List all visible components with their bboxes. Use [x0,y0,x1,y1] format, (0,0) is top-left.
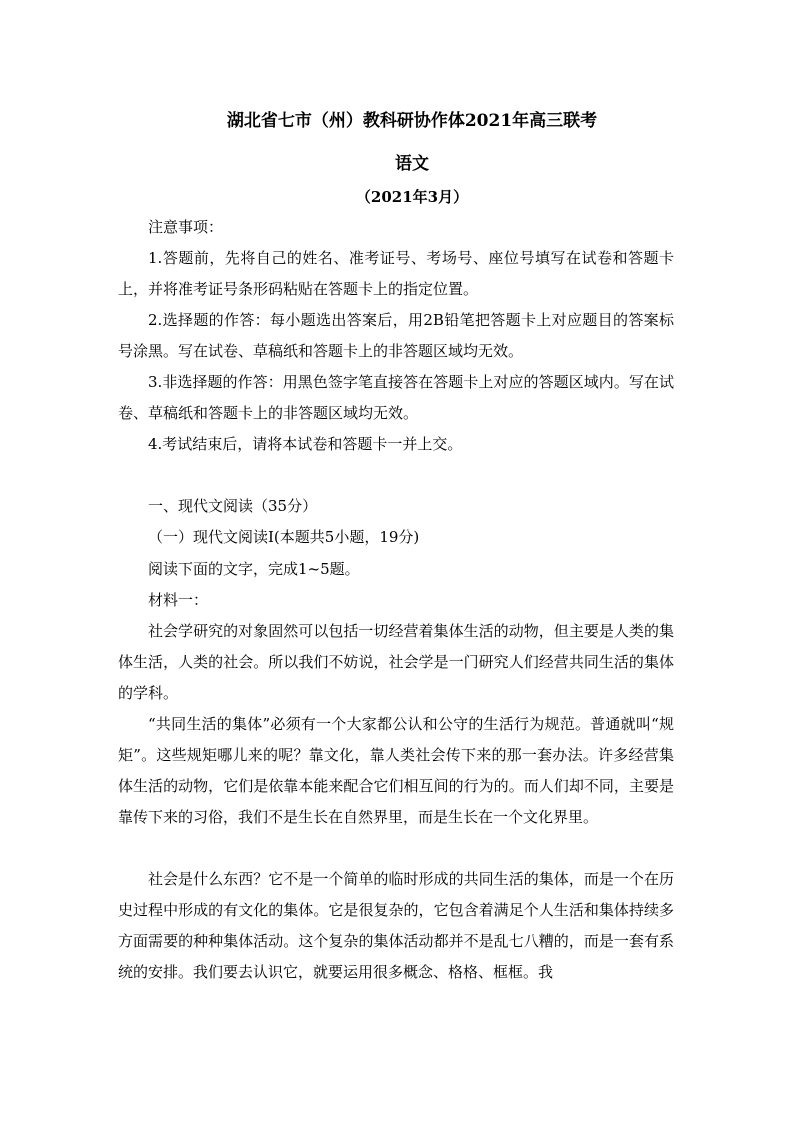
notice-item-1: 1.答题前，先将自己的姓名、准考证号、考场号、座位号填写在试卷和答题卡上，并将准考证号条形码粘贴在答题卡上的指定位置。 [118,249,674,298]
exam-subject: 语文 [395,154,429,174]
exam-date: （2021年3月） [355,188,469,206]
paragraph-1: 社会学研究的对象固然可以包括一切经营着集体生活的动物，但主要是人类的集体生活，人类的社会。所以我们不妨说，社会学是一门研究人们经营共同生活的集体的学科。 [118,622,674,702]
notice-item-2: 2.选择题的作答：每小题选出答案后，用2B铅笔把答题卡上对应题目的答案标号涂黑。写在试卷、草稿纸和答题卡上的非答题区域均无效。 [118,311,674,360]
notice-item-4: 4.考试结束后，请将本试卷和答题卡一并上交。 [148,435,463,453]
section-subheading: （一）现代文阅读Ⅰ(本题共5小题，19分) [148,528,420,546]
notice-item-3: 3.非选择题的作答：用黑色签字笔直接答在答题卡上对应的答题区域内。写在试卷、草稿纸和答题卡上的非答题区域均无效。 [118,373,674,422]
paragraph-3: 社会是什么东西？它不是一个简单的临时形成的共同生活的集体，而是一个在历史过程中形成的有文化的集体。它是很复杂的，它包含着满足个人生活和集体持续多方面需要的种种集体活动。这个复杂的集体活动都并不是乱七八糟的，而是一套有系统的安排。我们要去认识它，就要运用很多概念、格格、框框。我 [118,870,674,981]
reading-instruction: 阅读下面的文字，完成1~5题。 [148,560,360,578]
notice-heading: 注意事项： [148,218,224,236]
paragraph-2: “共同生活的集体”必须有一个大家都公认和公守的生活行为规范。普通就叫“规矩”。这些规矩哪儿来的呢？靠文化，靠人类社会传下来的那一套办法。许多经营集体生活的动物，它们是依靠本能来配合它们相互间的行为的。而人们却不同，主要是靠传下来的习俗，我们不是生长在自然界里，而是生长在一个文化界里。 [118,715,674,826]
exam-title: 湖北省七市（州）教科研协作体2021年高三联考 [226,111,598,131]
section-heading: 一、现代文阅读（35分） [148,497,318,515]
material-label: 材料一： [148,591,209,609]
